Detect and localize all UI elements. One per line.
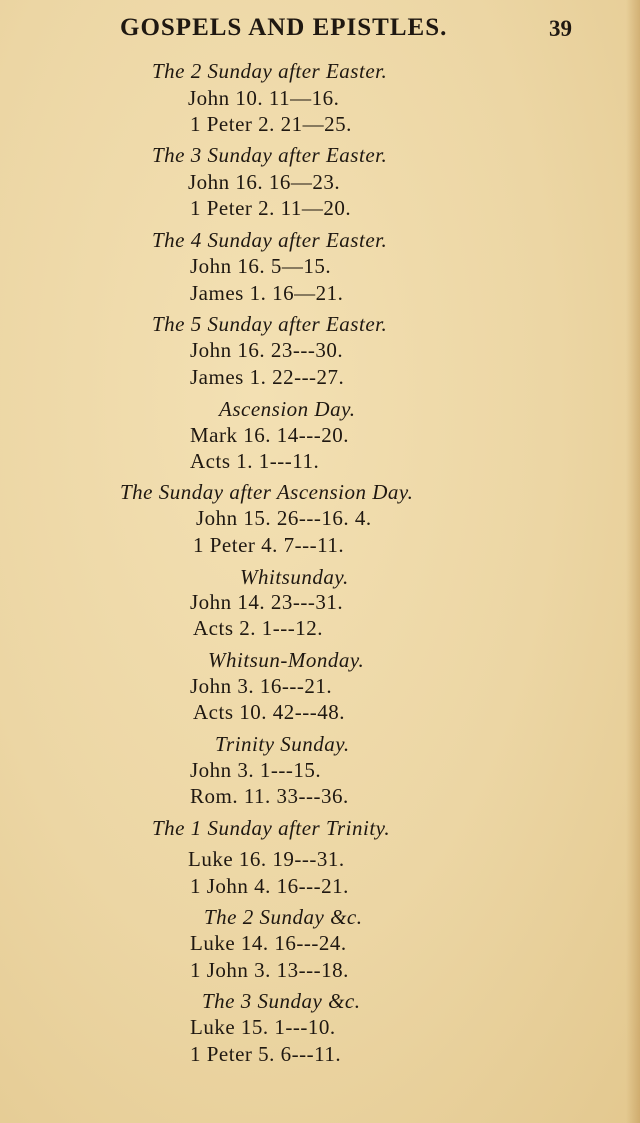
gospel-reference: John 15. 26---16. 4.	[196, 506, 372, 530]
epistle-reference: 1 Peter 4. 7---11.	[193, 533, 345, 557]
epistle-reference: 1 Peter 2. 11—20.	[190, 196, 352, 220]
gospel-reference: John 16. 5—15.	[190, 254, 332, 278]
gospel-reference: John 16. 23---30.	[190, 338, 344, 362]
epistle-reference: James 1. 16—21.	[190, 281, 344, 305]
entry-heading: The 3 Sunday after Easter.	[152, 143, 388, 167]
entry-heading: The 5 Sunday after Easter.	[152, 312, 388, 336]
entry-heading: Whitsunday.	[240, 565, 349, 589]
running-head: GOSPELS AND EPISTLES.	[120, 14, 448, 41]
gospel-reference: Mark 16. 14---20.	[190, 423, 349, 447]
entry-heading: The 4 Sunday after Easter.	[152, 228, 388, 252]
gospel-reference: Luke 15. 1---10.	[190, 1015, 336, 1039]
page-edge-shadow	[626, 0, 640, 1123]
epistle-reference: 1 John 3. 13---18.	[190, 958, 349, 982]
epistle-reference: 1 Peter 5. 6---11.	[190, 1042, 342, 1066]
gospel-reference: John 3. 16---21.	[190, 674, 333, 698]
entry-heading: Ascension Day.	[219, 397, 356, 421]
gospel-reference: John 10. 11—16.	[188, 86, 340, 110]
epistle-reference: James 1. 22---27.	[190, 365, 345, 389]
gospel-reference: Luke 16. 19---31.	[188, 847, 345, 871]
epistle-reference: Acts 2. 1---12.	[193, 616, 323, 640]
entry-heading: The 2 Sunday &c.	[204, 905, 363, 929]
entry-heading: The Sunday after Ascension Day.	[120, 480, 414, 504]
entry-heading: Trinity Sunday.	[215, 732, 350, 756]
gospel-reference: John 16. 16—23.	[188, 170, 341, 194]
gospel-reference: John 14. 23---31.	[190, 590, 344, 614]
entry-heading: The 3 Sunday &c.	[202, 989, 361, 1013]
gospel-reference: John 3. 1---15.	[190, 758, 322, 782]
epistle-reference: Acts 10. 42---48.	[193, 700, 345, 724]
epistle-reference: 1 John 4. 16---21.	[190, 874, 349, 898]
entry-heading: Whitsun-Monday.	[208, 648, 365, 672]
entry-heading: The 2 Sunday after Easter.	[152, 59, 388, 83]
page-number: 39	[549, 16, 572, 41]
epistle-reference: Acts 1. 1---11.	[190, 449, 320, 473]
entry-heading: The 1 Sunday after Trinity.	[152, 816, 391, 840]
epistle-reference: 1 Peter 2. 21—25.	[190, 112, 352, 136]
gospel-reference: Luke 14. 16---24.	[190, 931, 347, 955]
epistle-reference: Rom. 11. 33---36.	[190, 784, 349, 808]
